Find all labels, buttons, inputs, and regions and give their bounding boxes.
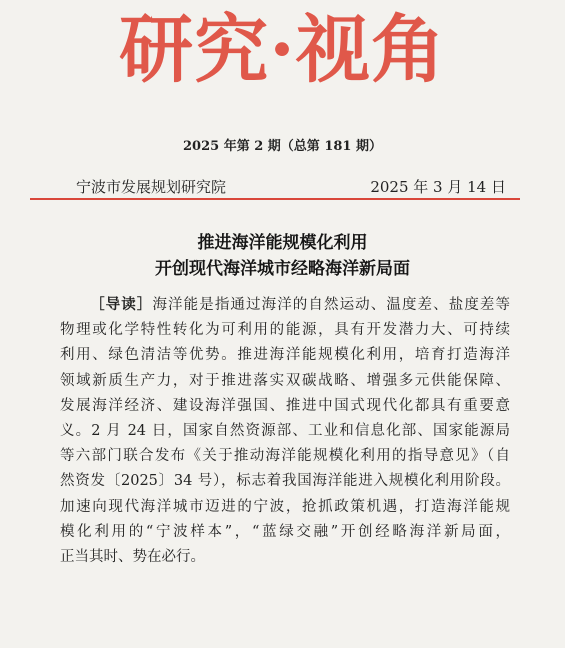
header-rule <box>30 198 520 200</box>
intro-line: 模化利用的“宁波样本”，“蓝绿交融”开创经略海洋新局面， <box>60 523 510 540</box>
intro-line: 物理或化学特性转化为可利用的能源，具有开发潜力大、可持续 <box>60 322 510 339</box>
intro-line: 利用、绿色清洁等优势。推进海洋能规模化利用，培育打造海洋 <box>60 347 510 364</box>
article-title-line-1: 推进海洋能规模化利用 <box>197 233 368 253</box>
publish-date: 2025 年 3 月 14 日 <box>370 178 506 196</box>
lead-tag: ［导读］ <box>89 296 153 313</box>
intro-line: 领域新质生产力，对于推进落实双碳战略、增强多元供能保障、 <box>60 372 510 389</box>
intro-line: 加速向现代海洋城市迈进的宁波，抢抓政策机遇，打造海洋能规 <box>60 498 510 515</box>
issue-number: 2025 年第 2 期（总第 181 期） <box>183 139 382 154</box>
article-title-line-2: 开创现代海洋城市经略海洋新局面 <box>155 259 410 279</box>
organization-name: 宁波市发展规划研究院 <box>76 178 227 196</box>
org-row <box>60 176 510 198</box>
intro-line: 然资发〔2025〕34 号），标志着我国海洋能进入规模化利用阶段。 <box>60 473 510 490</box>
intro-line: 等六部门联合发布《关于推动海洋能规模化利用的指导意见》（自 <box>60 448 510 465</box>
intro-line: 义。2 月 24 日，国家自然资源部、工业和信息化部、国家能源局 <box>60 423 510 440</box>
masthead-title: 研究·视角 <box>119 7 446 93</box>
intro-line <box>60 292 510 318</box>
intro-line: 发展海洋经济、建设海洋强国、推进中国式现代化都具有重要意 <box>60 397 510 414</box>
intro-line: 正当其时、势在必行。 <box>60 549 205 566</box>
intro-paragraph <box>60 292 510 570</box>
intro-line-text: 海洋能是指通过海洋的自然运动、温度差、盐度差等 <box>152 297 511 313</box>
